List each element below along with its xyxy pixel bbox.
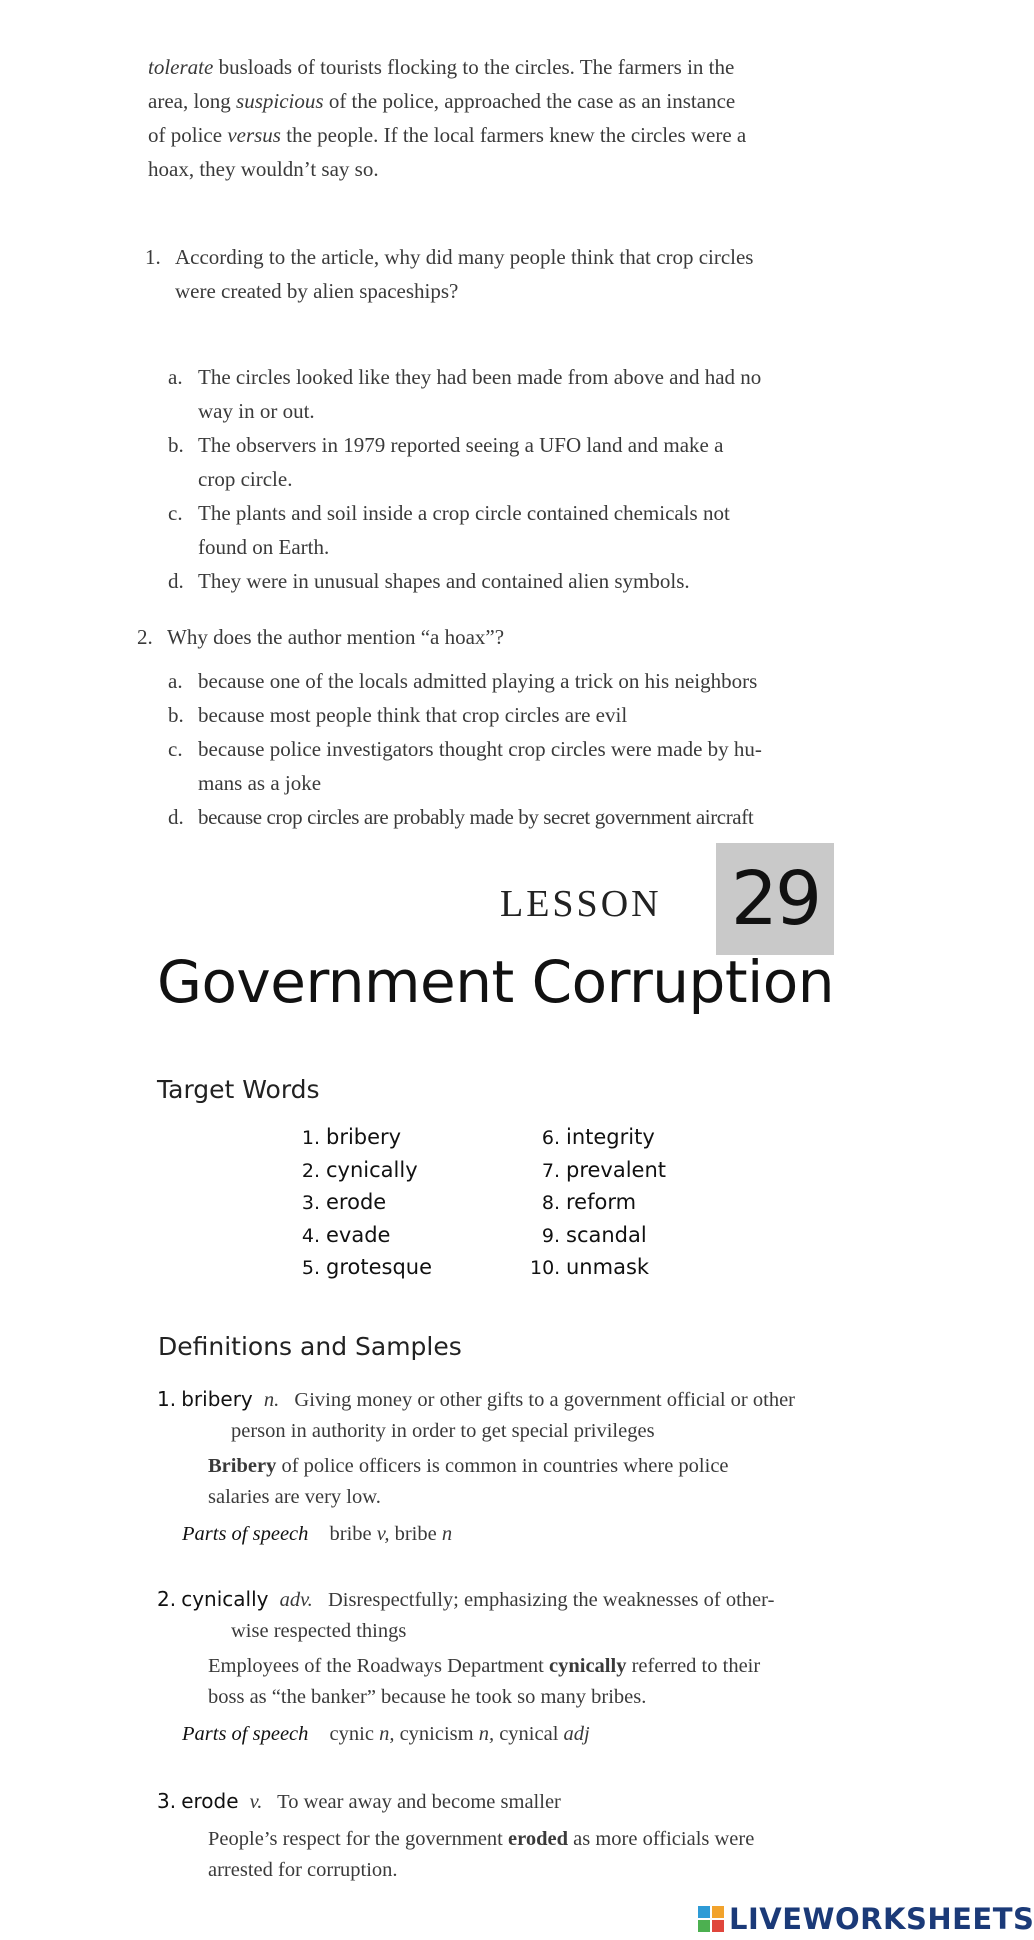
question-number: 1. (145, 245, 161, 269)
answer-option[interactable] (168, 564, 868, 598)
passage-italic-word: tolerate (148, 55, 214, 79)
option-text: because police investigators thought crop circles were made by hu- (198, 737, 762, 761)
definition-text: Disrespectfully; emphasizing the weaknesses of other- (327, 1589, 775, 1611)
sample-sentence: People’s respect for the government eroded as more officials were arrested for corruption. (208, 1828, 755, 1881)
question-1 (145, 240, 875, 308)
answer-option[interactable] (168, 698, 878, 732)
sample-sentence: Employees of the Roadways Department cynically referred to their boss as “the banker” because he took so many bribes. (208, 1655, 761, 1708)
option-text: The circles looked like they had been made from above and had no (198, 365, 762, 389)
question-1-stem (145, 240, 875, 308)
passage-italic-word: suspicious (236, 89, 324, 113)
passage-line-1 (148, 50, 868, 84)
target-word-item: 2. cynically (301, 1157, 418, 1182)
liveworksheets-logo-text: LIVEWORKSHEETS (729, 1902, 1034, 1936)
option-text: mans as a joke (198, 771, 322, 795)
target-words-left-column (290, 1122, 432, 1285)
question-2-stem (137, 620, 877, 654)
option-text: found on Earth. (198, 535, 330, 559)
definition-text: person in authority in order to get special privileges (231, 1420, 655, 1442)
option-label: c. (168, 737, 183, 761)
sample-sentence: Bribery of police officers is common in countries where police salaries are very low. (208, 1455, 729, 1508)
target-word-item: 1. bribery (301, 1125, 402, 1149)
passage-text: of police (148, 123, 228, 147)
passage-text: of the police, approached the case as an instance (323, 89, 736, 113)
question-2 (137, 620, 877, 654)
passage-line-3 (148, 118, 868, 152)
liveworksheets-grid-icon (697, 1905, 725, 1933)
parts-of-speech: Parts of speech bribe v, bribe n (182, 1523, 453, 1545)
target-word-item: 10. unmask (530, 1255, 650, 1279)
definition-word: cynically (181, 1587, 269, 1611)
question-1-options (168, 360, 868, 598)
lesson-number: 29 (730, 856, 820, 942)
option-text: because most people think that crop circles are evil (198, 703, 628, 727)
target-word-item: 5. grotesque (301, 1255, 433, 1279)
target-word-item: 9. scandal (541, 1222, 647, 1247)
target-word-item: 6. integrity (541, 1125, 655, 1149)
passage-line-4: hoax, they wouldn’t say so. (148, 157, 379, 181)
question-text: According to the article, why did many people think that crop circles (175, 245, 754, 269)
option-text: The observers in 1979 reported seeing a UFO land and make a (198, 433, 724, 457)
question-2-options (168, 664, 878, 834)
grid-cell (712, 1920, 724, 1932)
option-text: way in or out. (198, 399, 315, 423)
definition-word: erode (181, 1789, 239, 1813)
option-text: because one of the locals admitted playing a trick on his neighbors (198, 669, 758, 693)
target-words-heading: Target Words (157, 1075, 320, 1104)
passage-text: busloads of tourists flocking to the circles. The farmers in the (213, 55, 735, 79)
passage-text: area, long (148, 89, 237, 113)
definition-3 (157, 1786, 877, 1886)
definition-headline: 3. erode v. To wear away and become smaller (157, 1789, 561, 1813)
option-text: crop circle. (198, 467, 293, 491)
part-of-speech: v. (249, 1791, 263, 1813)
page-title: Government Corruption (157, 948, 834, 1016)
part-of-speech: n. (263, 1389, 280, 1411)
target-word-item: 8. reform (541, 1190, 637, 1214)
grid-cell (712, 1906, 724, 1918)
question-number: 2. (137, 625, 153, 649)
answer-option[interactable] (168, 496, 868, 564)
definition-1 (157, 1384, 877, 1550)
grid-cell (698, 1906, 710, 1918)
definition-word: bribery (181, 1387, 253, 1411)
option-text: The plants and soil inside a crop circle contained chemicals not (198, 501, 730, 525)
target-word-item: 3. erode (301, 1190, 387, 1214)
lesson-label: LESSON (500, 883, 662, 925)
answer-option[interactable] (168, 664, 878, 698)
answer-option[interactable] (168, 800, 878, 834)
definition-text: wise respected things (231, 1620, 407, 1642)
option-label: c. (168, 501, 183, 525)
option-text: They were in unusual shapes and contained alien symbols. (198, 569, 690, 593)
target-word-item: 4. evade (301, 1222, 391, 1247)
passage (148, 50, 868, 186)
definition-text: To wear away and become smaller (277, 1791, 561, 1813)
definition-headline: 2. cynically adv. Disrespectfully; emphasizing the weaknesses of other- (157, 1587, 775, 1611)
answer-option[interactable] (168, 360, 868, 428)
target-words-right-column (530, 1122, 666, 1285)
liveworksheets-logo[interactable] (697, 1902, 1034, 1936)
option-label: b. (168, 703, 184, 727)
definition-headline: 1. bribery n. Giving money or other gifts to a government official or other (157, 1387, 795, 1411)
option-label: b. (168, 433, 184, 457)
parts-of-speech: Parts of speech cynic n, cynicism n, cynical adj (182, 1723, 590, 1745)
question-text: Why does the author mention “a hoax”? (167, 625, 505, 649)
option-label: d. (168, 805, 184, 829)
target-word-item: 7. prevalent (541, 1157, 667, 1182)
answer-option[interactable] (168, 428, 868, 496)
passage-line-2 (148, 84, 868, 118)
passage-italic-word: versus (227, 123, 281, 147)
answer-option[interactable] (168, 732, 878, 800)
option-label: a. (168, 669, 183, 693)
definition-2 (157, 1584, 877, 1750)
passage-text: the people. If the local farmers knew the circles were a (280, 123, 747, 147)
definitions-heading: Definitions and Samples (158, 1332, 462, 1361)
question-text: were created by alien spaceships? (175, 279, 459, 303)
option-label: d. (168, 569, 184, 593)
part-of-speech: adv. (279, 1589, 313, 1611)
grid-cell (698, 1920, 710, 1932)
option-label: a. (168, 365, 183, 389)
definition-text: Giving money or other gifts to a government official or other (294, 1389, 795, 1411)
option-text: because crop circles are probably made by secret government aircraft (198, 805, 754, 829)
lesson-number-box (716, 843, 834, 955)
